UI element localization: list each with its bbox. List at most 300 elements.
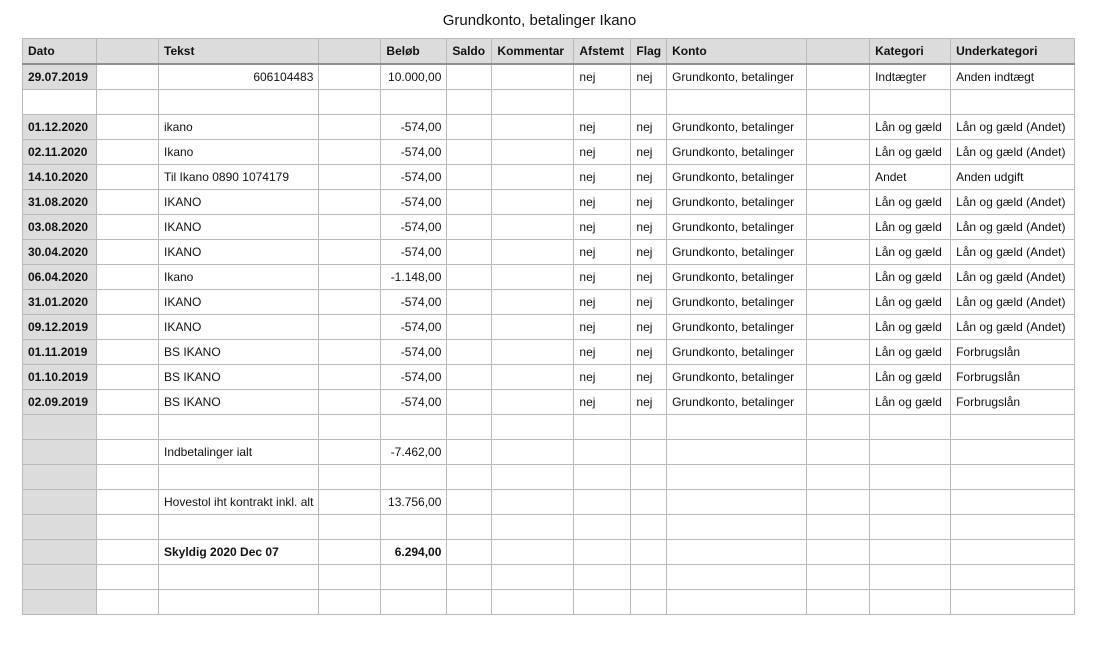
cell-tekst[interactable]: BS IKANO <box>159 340 319 365</box>
cell-kategori[interactable]: Lån og gæld <box>870 115 951 140</box>
cell-kategori[interactable] <box>870 540 951 565</box>
cell-kategori[interactable]: Lån og gæld <box>870 240 951 265</box>
cell-dato[interactable] <box>23 465 97 490</box>
cell-flag[interactable]: nej <box>631 115 667 140</box>
cell-blank[interactable] <box>807 465 870 490</box>
cell-tekst[interactable] <box>159 590 319 615</box>
cell-dato[interactable]: 06.04.2020 <box>23 265 97 290</box>
cell-konto[interactable] <box>667 90 807 115</box>
cell-blank[interactable] <box>319 515 381 540</box>
cell-tekst[interactable]: BS IKANO <box>159 365 319 390</box>
cell-kategori[interactable] <box>870 590 951 615</box>
cell-flag[interactable]: nej <box>631 365 667 390</box>
cell-kategori[interactable]: Lån og gæld <box>870 315 951 340</box>
cell-flag[interactable]: nej <box>631 265 667 290</box>
cell-kommentar[interactable] <box>492 490 574 515</box>
cell-blank[interactable] <box>807 140 870 165</box>
cell-saldo[interactable] <box>447 515 492 540</box>
cell-blank[interactable] <box>97 315 159 340</box>
cell-dato[interactable]: 30.04.2020 <box>23 240 97 265</box>
cell-blank[interactable] <box>319 315 381 340</box>
cell-belob[interactable]: -574,00 <box>381 115 447 140</box>
cell-kommentar[interactable] <box>492 290 574 315</box>
cell-blank[interactable] <box>807 315 870 340</box>
cell-underkategori[interactable]: Lån og gæld (Andet) <box>951 215 1075 240</box>
cell-blank[interactable] <box>807 390 870 415</box>
cell-saldo[interactable] <box>447 465 492 490</box>
cell-blank[interactable] <box>319 465 381 490</box>
cell-kategori[interactable]: Lån og gæld <box>870 190 951 215</box>
cell-underkategori[interactable] <box>951 90 1075 115</box>
cell-kommentar[interactable] <box>492 340 574 365</box>
cell-afstemt[interactable] <box>574 490 631 515</box>
cell-tekst[interactable]: Til Ikano 0890 1074179 <box>159 165 319 190</box>
cell-konto[interactable] <box>667 565 807 590</box>
cell-dato[interactable] <box>23 440 97 465</box>
cell-afstemt[interactable]: nej <box>574 64 631 90</box>
cell-flag[interactable]: nej <box>631 390 667 415</box>
cell-dato[interactable]: 31.01.2020 <box>23 290 97 315</box>
cell-belob[interactable] <box>381 415 447 440</box>
cell-flag[interactable] <box>631 440 667 465</box>
cell-saldo[interactable] <box>447 140 492 165</box>
col-header-saldo[interactable]: Saldo <box>447 39 492 65</box>
cell-kommentar[interactable] <box>492 515 574 540</box>
cell-belob[interactable]: -574,00 <box>381 365 447 390</box>
cell-saldo[interactable] <box>447 490 492 515</box>
cell-blank[interactable] <box>97 115 159 140</box>
cell-blank[interactable] <box>807 64 870 90</box>
cell-flag[interactable]: nej <box>631 240 667 265</box>
cell-tekst[interactable] <box>159 565 319 590</box>
cell-underkategori[interactable]: Forbrugslån <box>951 365 1075 390</box>
cell-blank[interactable] <box>807 240 870 265</box>
cell-belob[interactable]: -574,00 <box>381 240 447 265</box>
cell-dato[interactable]: 01.12.2020 <box>23 115 97 140</box>
cell-kategori[interactable]: Lån og gæld <box>870 265 951 290</box>
cell-blank[interactable] <box>807 90 870 115</box>
cell-konto[interactable] <box>667 490 807 515</box>
cell-blank[interactable] <box>97 415 159 440</box>
cell-blank[interactable] <box>97 140 159 165</box>
cell-afstemt[interactable] <box>574 540 631 565</box>
cell-konto[interactable] <box>667 590 807 615</box>
cell-belob[interactable]: -574,00 <box>381 315 447 340</box>
cell-blank[interactable] <box>319 165 381 190</box>
cell-blank[interactable] <box>319 140 381 165</box>
cell-tekst[interactable]: Skyldig 2020 Dec 07 <box>159 540 319 565</box>
cell-kategori[interactable]: Lån og gæld <box>870 365 951 390</box>
cell-konto[interactable]: Grundkonto, betalinger <box>667 190 807 215</box>
cell-kategori[interactable] <box>870 90 951 115</box>
cell-underkategori[interactable] <box>951 540 1075 565</box>
cell-saldo[interactable] <box>447 190 492 215</box>
cell-afstemt[interactable]: nej <box>574 290 631 315</box>
cell-konto[interactable] <box>667 515 807 540</box>
cell-saldo[interactable] <box>447 265 492 290</box>
cell-flag[interactable]: nej <box>631 165 667 190</box>
cell-tekst[interactable]: IKANO <box>159 240 319 265</box>
cell-kategori[interactable]: Indtægter <box>870 64 951 90</box>
cell-saldo[interactable] <box>447 415 492 440</box>
cell-tekst[interactable]: IKANO <box>159 215 319 240</box>
cell-kommentar[interactable] <box>492 265 574 290</box>
cell-kommentar[interactable] <box>492 465 574 490</box>
cell-underkategori[interactable]: Lån og gæld (Andet) <box>951 140 1075 165</box>
cell-kategori[interactable] <box>870 440 951 465</box>
cell-blank[interactable] <box>97 540 159 565</box>
cell-afstemt[interactable] <box>574 465 631 490</box>
cell-konto[interactable]: Grundkonto, betalinger <box>667 290 807 315</box>
cell-belob[interactable] <box>381 515 447 540</box>
cell-belob[interactable]: -7.462,00 <box>381 440 447 465</box>
cell-underkategori[interactable] <box>951 565 1075 590</box>
col-header-blank-3[interactable] <box>807 39 870 65</box>
cell-underkategori[interactable]: Forbrugslån <box>951 340 1075 365</box>
cell-tekst[interactable]: Ikano <box>159 265 319 290</box>
col-header-blank-2[interactable] <box>319 39 381 65</box>
col-header-kategori[interactable]: Kategori <box>870 39 951 65</box>
cell-blank[interactable] <box>807 540 870 565</box>
cell-konto[interactable]: Grundkonto, betalinger <box>667 390 807 415</box>
cell-tekst[interactable]: BS IKANO <box>159 390 319 415</box>
cell-kommentar[interactable] <box>492 165 574 190</box>
cell-tekst[interactable]: 606104483 <box>159 64 319 90</box>
cell-kommentar[interactable] <box>492 315 574 340</box>
cell-blank[interactable] <box>319 590 381 615</box>
cell-belob[interactable] <box>381 565 447 590</box>
cell-blank[interactable] <box>97 365 159 390</box>
cell-blank[interactable] <box>807 515 870 540</box>
cell-kommentar[interactable] <box>492 64 574 90</box>
cell-konto[interactable]: Grundkonto, betalinger <box>667 365 807 390</box>
cell-blank[interactable] <box>807 340 870 365</box>
cell-blank[interactable] <box>319 340 381 365</box>
cell-belob[interactable]: -1.148,00 <box>381 265 447 290</box>
cell-afstemt[interactable]: nej <box>574 340 631 365</box>
cell-saldo[interactable] <box>447 215 492 240</box>
cell-blank[interactable] <box>807 490 870 515</box>
cell-saldo[interactable] <box>447 64 492 90</box>
cell-kommentar[interactable] <box>492 90 574 115</box>
cell-konto[interactable]: Grundkonto, betalinger <box>667 240 807 265</box>
cell-afstemt[interactable]: nej <box>574 365 631 390</box>
cell-dato[interactable] <box>23 565 97 590</box>
cell-konto[interactable]: Grundkonto, betalinger <box>667 115 807 140</box>
cell-underkategori[interactable]: Forbrugslån <box>951 390 1075 415</box>
cell-blank[interactable] <box>319 440 381 465</box>
cell-dato[interactable] <box>23 540 97 565</box>
cell-blank[interactable] <box>319 415 381 440</box>
cell-flag[interactable] <box>631 90 667 115</box>
cell-kommentar[interactable] <box>492 565 574 590</box>
cell-blank[interactable] <box>807 290 870 315</box>
cell-flag[interactable]: nej <box>631 190 667 215</box>
cell-saldo[interactable] <box>447 115 492 140</box>
cell-kommentar[interactable] <box>492 215 574 240</box>
cell-flag[interactable]: nej <box>631 64 667 90</box>
cell-tekst[interactable] <box>159 415 319 440</box>
cell-dato[interactable]: 02.09.2019 <box>23 390 97 415</box>
cell-afstemt[interactable]: nej <box>574 165 631 190</box>
cell-blank[interactable] <box>319 190 381 215</box>
cell-kategori[interactable]: Andet <box>870 165 951 190</box>
cell-flag[interactable]: nej <box>631 340 667 365</box>
col-header-tekst[interactable]: Tekst <box>159 39 319 65</box>
cell-underkategori[interactable] <box>951 415 1075 440</box>
cell-saldo[interactable] <box>447 90 492 115</box>
cell-tekst[interactable]: IKANO <box>159 315 319 340</box>
cell-blank[interactable] <box>97 515 159 540</box>
cell-underkategori[interactable]: Anden udgift <box>951 165 1075 190</box>
cell-blank[interactable] <box>97 390 159 415</box>
cell-kategori[interactable] <box>870 490 951 515</box>
cell-blank[interactable] <box>319 240 381 265</box>
cell-kommentar[interactable] <box>492 365 574 390</box>
cell-underkategori[interactable] <box>951 465 1075 490</box>
cell-tekst[interactable] <box>159 465 319 490</box>
cell-belob[interactable]: -574,00 <box>381 290 447 315</box>
cell-flag[interactable]: nej <box>631 315 667 340</box>
cell-blank[interactable] <box>97 465 159 490</box>
cell-underkategori[interactable]: Lån og gæld (Andet) <box>951 115 1075 140</box>
cell-flag[interactable] <box>631 590 667 615</box>
cell-afstemt[interactable] <box>574 515 631 540</box>
cell-saldo[interactable] <box>447 590 492 615</box>
cell-blank[interactable] <box>97 165 159 190</box>
cell-dato[interactable] <box>23 490 97 515</box>
cell-saldo[interactable] <box>447 240 492 265</box>
cell-flag[interactable] <box>631 565 667 590</box>
cell-dato[interactable]: 01.10.2019 <box>23 365 97 390</box>
cell-konto[interactable]: Grundkonto, betalinger <box>667 315 807 340</box>
cell-blank[interactable] <box>807 415 870 440</box>
cell-saldo[interactable] <box>447 340 492 365</box>
cell-kommentar[interactable] <box>492 140 574 165</box>
cell-blank[interactable] <box>97 215 159 240</box>
cell-afstemt[interactable] <box>574 90 631 115</box>
cell-belob[interactable]: 6.294,00 <box>381 540 447 565</box>
cell-konto[interactable] <box>667 540 807 565</box>
cell-dato[interactable]: 03.08.2020 <box>23 215 97 240</box>
cell-blank[interactable] <box>807 165 870 190</box>
cell-belob[interactable] <box>381 590 447 615</box>
cell-blank[interactable] <box>97 265 159 290</box>
cell-belob[interactable]: -574,00 <box>381 140 447 165</box>
cell-kategori[interactable]: Lån og gæld <box>870 290 951 315</box>
cell-afstemt[interactable]: nej <box>574 390 631 415</box>
cell-afstemt[interactable] <box>574 565 631 590</box>
cell-blank[interactable] <box>807 190 870 215</box>
cell-underkategori[interactable]: Anden indtægt <box>951 64 1075 90</box>
cell-blank[interactable] <box>807 115 870 140</box>
table-row <box>23 165 1075 190</box>
cell-blank[interactable] <box>97 565 159 590</box>
cell-kategori[interactable] <box>870 415 951 440</box>
cell-blank[interactable] <box>319 265 381 290</box>
cell-konto[interactable]: Grundkonto, betalinger <box>667 215 807 240</box>
cell-dato[interactable] <box>23 515 97 540</box>
cell-dato[interactable]: 29.07.2019 <box>23 64 97 90</box>
cell-blank[interactable] <box>807 590 870 615</box>
col-header-underkategori[interactable]: Underkategori <box>951 39 1075 65</box>
cell-underkategori[interactable]: Lån og gæld (Andet) <box>951 190 1075 215</box>
cell-kommentar[interactable] <box>492 415 574 440</box>
cell-blank[interactable] <box>807 215 870 240</box>
cell-blank[interactable] <box>97 190 159 215</box>
cell-dato[interactable]: 31.08.2020 <box>23 190 97 215</box>
cell-tekst[interactable]: IKANO <box>159 190 319 215</box>
cell-tekst[interactable] <box>159 515 319 540</box>
cell-belob[interactable]: -574,00 <box>381 340 447 365</box>
cell-blank[interactable] <box>97 290 159 315</box>
cell-saldo[interactable] <box>447 290 492 315</box>
cell-afstemt[interactable] <box>574 440 631 465</box>
cell-afstemt[interactable]: nej <box>574 190 631 215</box>
cell-saldo[interactable] <box>447 440 492 465</box>
cell-kategori[interactable] <box>870 565 951 590</box>
cell-blank[interactable] <box>319 90 381 115</box>
cell-underkategori[interactable]: Lån og gæld (Andet) <box>951 265 1075 290</box>
col-header-konto[interactable]: Konto <box>667 39 807 65</box>
cell-kommentar[interactable] <box>492 540 574 565</box>
cell-dato[interactable]: 14.10.2020 <box>23 165 97 190</box>
cell-blank[interactable] <box>97 490 159 515</box>
cell-belob[interactable] <box>381 90 447 115</box>
cell-kategori[interactable] <box>870 465 951 490</box>
cell-flag[interactable]: nej <box>631 290 667 315</box>
cell-belob[interactable]: 10.000,00 <box>381 64 447 90</box>
cell-blank[interactable] <box>97 240 159 265</box>
cell-blank[interactable] <box>319 490 381 515</box>
cell-blank[interactable] <box>319 365 381 390</box>
cell-kategori[interactable]: Lån og gæld <box>870 215 951 240</box>
cell-kommentar[interactable] <box>492 590 574 615</box>
cell-flag[interactable] <box>631 415 667 440</box>
col-header-belob[interactable]: Beløb <box>381 39 447 65</box>
cell-underkategori[interactable]: Lån og gæld (Andet) <box>951 290 1075 315</box>
cell-dato[interactable]: 02.11.2020 <box>23 140 97 165</box>
cell-tekst[interactable]: Ikano <box>159 140 319 165</box>
cell-blank[interactable] <box>807 565 870 590</box>
cell-flag[interactable]: nej <box>631 140 667 165</box>
cell-flag[interactable] <box>631 540 667 565</box>
cell-afstemt[interactable] <box>574 590 631 615</box>
cell-flag[interactable]: nej <box>631 215 667 240</box>
cell-underkategori[interactable]: Lån og gæld (Andet) <box>951 315 1075 340</box>
cell-flag[interactable] <box>631 515 667 540</box>
cell-blank[interactable] <box>97 440 159 465</box>
cell-blank[interactable] <box>807 440 870 465</box>
cell-belob[interactable] <box>381 465 447 490</box>
cell-blank[interactable] <box>319 64 381 90</box>
cell-kommentar[interactable] <box>492 115 574 140</box>
cell-konto[interactable] <box>667 415 807 440</box>
cell-afstemt[interactable]: nej <box>574 265 631 290</box>
cell-blank[interactable] <box>319 215 381 240</box>
cell-underkategori[interactable] <box>951 440 1075 465</box>
cell-afstemt[interactable] <box>574 415 631 440</box>
cell-belob[interactable]: -574,00 <box>381 165 447 190</box>
cell-tekst[interactable]: Hovestol iht kontrakt inkl. alt <box>159 490 319 515</box>
cell-kommentar[interactable] <box>492 440 574 465</box>
cell-belob[interactable]: 13.756,00 <box>381 490 447 515</box>
cell-konto[interactable]: Grundkonto, betalinger <box>667 340 807 365</box>
cell-tekst[interactable]: ikano <box>159 115 319 140</box>
cell-dato[interactable] <box>23 590 97 615</box>
cell-blank[interactable] <box>807 265 870 290</box>
cell-konto[interactable]: Grundkonto, betalinger <box>667 64 807 90</box>
col-header-dato[interactable]: Dato <box>23 39 97 65</box>
cell-kategori[interactable]: Lån og gæld <box>870 390 951 415</box>
cell-afstemt[interactable]: nej <box>574 140 631 165</box>
cell-flag[interactable] <box>631 490 667 515</box>
cell-flag[interactable] <box>631 465 667 490</box>
cell-blank[interactable] <box>319 540 381 565</box>
cell-kategori[interactable] <box>870 515 951 540</box>
cell-underkategori[interactable] <box>951 590 1075 615</box>
cell-kommentar[interactable] <box>492 240 574 265</box>
cell-underkategori[interactable] <box>951 490 1075 515</box>
cell-kommentar[interactable] <box>492 190 574 215</box>
cell-belob[interactable]: -574,00 <box>381 390 447 415</box>
cell-saldo[interactable] <box>447 165 492 190</box>
cell-kategori[interactable]: Lån og gæld <box>870 340 951 365</box>
cell-konto[interactable] <box>667 440 807 465</box>
col-header-blank-1[interactable] <box>97 39 159 65</box>
cell-tekst[interactable]: IKANO <box>159 290 319 315</box>
cell-konto[interactable]: Grundkonto, betalinger <box>667 265 807 290</box>
cell-saldo[interactable] <box>447 315 492 340</box>
cell-blank[interactable] <box>319 390 381 415</box>
cell-blank[interactable] <box>319 565 381 590</box>
cell-afstemt[interactable]: nej <box>574 240 631 265</box>
cell-afstemt[interactable]: nej <box>574 115 631 140</box>
cell-saldo[interactable] <box>447 540 492 565</box>
cell-konto[interactable]: Grundkonto, betalinger <box>667 140 807 165</box>
cell-dato[interactable]: 09.12.2019 <box>23 315 97 340</box>
cell-blank[interactable] <box>807 365 870 390</box>
cell-afstemt[interactable]: nej <box>574 315 631 340</box>
cell-underkategori[interactable] <box>951 515 1075 540</box>
cell-blank[interactable] <box>97 590 159 615</box>
cell-blank[interactable] <box>97 340 159 365</box>
cell-blank[interactable] <box>319 115 381 140</box>
cell-kategori[interactable]: Lån og gæld <box>870 140 951 165</box>
cell-konto[interactable] <box>667 465 807 490</box>
cell-blank[interactable] <box>97 64 159 90</box>
cell-blank[interactable] <box>97 90 159 115</box>
cell-blank[interactable] <box>319 290 381 315</box>
cell-tekst[interactable] <box>159 90 319 115</box>
cell-konto[interactable]: Grundkonto, betalinger <box>667 165 807 190</box>
col-header-flag[interactable]: Flag <box>631 39 667 65</box>
cell-kommentar[interactable] <box>492 390 574 415</box>
cell-tekst[interactable]: Indbetalinger ialt <box>159 440 319 465</box>
col-header-afstemt[interactable]: Afstemt <box>574 39 631 65</box>
cell-saldo[interactable] <box>447 390 492 415</box>
col-header-kommentar[interactable]: Kommentar <box>492 39 574 65</box>
cell-underkategori[interactable]: Lån og gæld (Andet) <box>951 240 1075 265</box>
cell-belob[interactable]: -574,00 <box>381 215 447 240</box>
cell-saldo[interactable] <box>447 365 492 390</box>
cell-dato[interactable]: 01.11.2019 <box>23 340 97 365</box>
cell-dato[interactable] <box>23 415 97 440</box>
cell-afstemt[interactable]: nej <box>574 215 631 240</box>
cell-saldo[interactable] <box>447 565 492 590</box>
cell-dato[interactable] <box>23 90 97 115</box>
cell-belob[interactable]: -574,00 <box>381 190 447 215</box>
